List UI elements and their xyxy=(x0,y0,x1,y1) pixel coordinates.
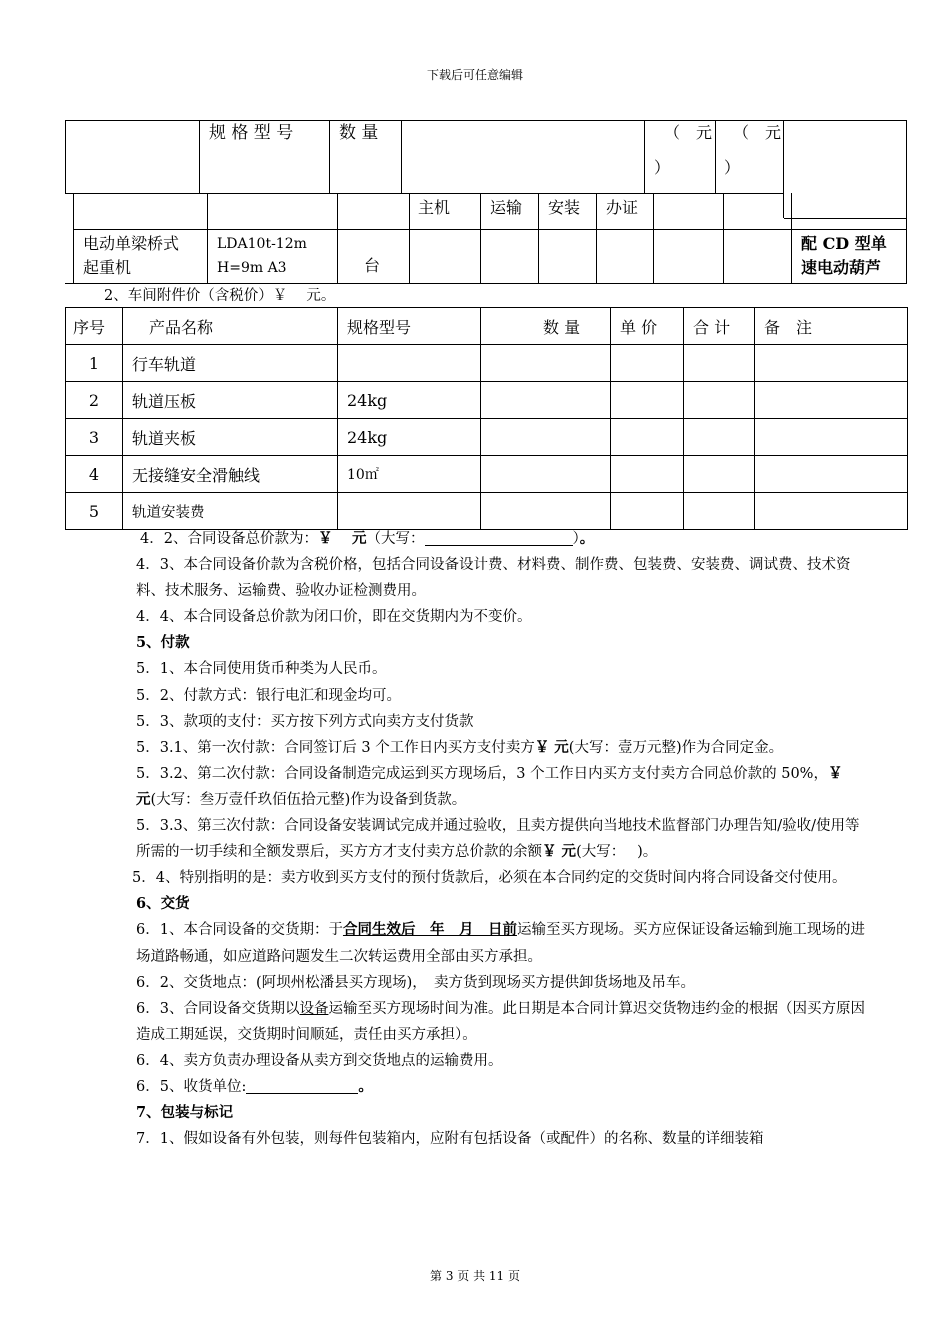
row-spec xyxy=(338,345,481,382)
col-qty-header: 数 量 xyxy=(339,123,379,143)
row-no: 2 xyxy=(66,382,123,419)
row-no: 4 xyxy=(66,456,123,493)
col-yuan-2-top: （ 元 xyxy=(733,123,782,142)
table-row xyxy=(66,345,908,382)
clause-5-2: 5．2、付款方式：银行电汇和现金均可。 xyxy=(136,687,401,704)
header-total: 合 计 xyxy=(684,308,755,345)
row-name: 无接缝安全滑触线 xyxy=(123,456,338,493)
clause-4-2: 4．2、合同设备总价款为：￥ 元（大写： ）。 xyxy=(140,530,595,547)
section-2-title: 2、车间附件价（含税价）￥ 元。 xyxy=(104,288,336,304)
product-spec-line1: LDA10t-12m xyxy=(217,236,307,252)
col-spec-header: 规 格 型 号 xyxy=(209,123,294,143)
clause-5-3-2: 5．3.2、第二次付款：合同设备制造完成运到买方现场后，3 个工作日内买方支付卖方合同总价款的 50%，￥ 元(大写：叁万壹仟玖佰伍拾元整)作为设备到货款。 xyxy=(136,764,857,808)
sub-col-transport: 运输 xyxy=(490,198,523,217)
section-6-title: 6、交货 xyxy=(136,895,190,913)
clause-5-1: 5．1、本合同使用货币种类为人民币。 xyxy=(136,661,387,678)
consignee-blank xyxy=(246,1077,358,1094)
col-yuan-1-top: （ 元 xyxy=(664,123,713,142)
header-no: 序号 xyxy=(66,308,123,345)
product-note-line2: 速电动葫芦 xyxy=(801,258,882,277)
clause-4-4: 4．4、本合同设备总价款为闭口价，即在交货期内为不变价。 xyxy=(136,609,532,626)
section-5-title: 5、付款 xyxy=(136,634,190,652)
header-unit-price: 单 价 xyxy=(611,308,684,345)
sub-col-main-unit: 主机 xyxy=(418,198,451,217)
col-yuan-2-bottom: ） xyxy=(724,158,741,177)
row-name: 行车轨道 xyxy=(123,345,338,382)
clause-5-4: 5．4、特别指明的是：卖方收到买方支付的预付货款后，必须在本合同约定的交货时间内将合同设备交付使用。 xyxy=(132,870,847,887)
page-header-note: 下载后可任意编辑 xyxy=(426,68,523,82)
col-yuan-1-bottom: ） xyxy=(654,158,671,177)
sub-col-install: 安装 xyxy=(548,198,581,217)
clause-6-1: 6．1、本合同设备的交货期：于合同生效后 年 月 日前运输至买方现场。买方应保证设备运输到施工现场的进场道路畅通，如应道路问题发生二次转运费用全部由买方承担。 xyxy=(136,921,865,965)
table-row xyxy=(66,419,908,456)
product-name-line1: 电动单梁桥式 xyxy=(83,234,180,253)
row-no: 3 xyxy=(66,419,123,456)
clause-5-3-3: 5．3.3、第三次付款：合同设备安装调试完成并通过验收，且卖方提供向当地技术监督部门办理告知/验收/使用等所需的一切手续和全额发票后，买方方才支付卖方总价款的余额￥ 元(大写： )。 xyxy=(136,818,860,861)
row-no: 5 xyxy=(66,493,123,530)
header-qty: 数 量 xyxy=(481,308,611,345)
clause-6-3: 6．3、合同设备交货期以设备运输至买方现场时间为准。此日期是本合同计算迟交货物违约金的根据（因买方原因造成工期延误，交货期时间顺延，责任由买方承担）。 xyxy=(136,1000,865,1043)
clause-6-5: 6．5、收货单位: 。 xyxy=(136,1077,373,1095)
accessory-table xyxy=(65,307,908,530)
row-spec xyxy=(338,493,481,530)
sub-col-certificate: 办证 xyxy=(606,198,639,217)
row-name: 轨道安装费 xyxy=(123,493,338,530)
page-number: 第 3 页 共 11 页 xyxy=(430,1269,520,1283)
clause-5-3-1: 5．3.1、第一次付款：合同签订后 3 个工作日内买方支付卖方￥ 元(大写：壹万元整)作为合同定金。 xyxy=(136,738,784,756)
row-no: 1 xyxy=(66,345,123,382)
header-remark: 备 注 xyxy=(755,308,908,345)
row-name: 轨道夹板 xyxy=(123,419,338,456)
row-name: 轨道压板 xyxy=(123,382,338,419)
amount-words-blank xyxy=(425,529,573,546)
section-7-title: 7、包装与标记 xyxy=(136,1104,234,1122)
product-name-line2: 起重机 xyxy=(83,258,132,277)
clause-6-2: 6．2、交货地点：(阿坝州松潘县买方现场)， 卖方货到现场买方提供卸货场地及吊车。 xyxy=(136,974,696,991)
table-row xyxy=(66,382,908,419)
row-spec: 24kg xyxy=(338,419,481,456)
clause-6-4: 6．4、卖方负责办理设备从卖方到交货地点的运输费用。 xyxy=(136,1052,503,1069)
table-header-row xyxy=(66,308,908,345)
header-spec: 规格型号 xyxy=(338,308,481,345)
clause-4-3: 4．3、本合同设备价款为含税价格，包括合同设备设计费、材料费、制作费、包装费、安装费、调试费、技术资料、技术服务、运输费、验收办证检测费用。 xyxy=(136,557,851,600)
table-row xyxy=(66,493,908,530)
product-unit: 台 xyxy=(364,256,381,275)
clause-7-1: 7．1、假如设备有外包装，则每件包装箱内，应附有包括设备（或配件）的名称、数量的详细装箱 xyxy=(136,1131,764,1148)
clause-5-3: 5．3、款项的支付：买方按下列方式向卖方支付货款 xyxy=(136,713,474,730)
header-product-name: 产品名称 xyxy=(123,308,338,345)
table-row xyxy=(66,456,908,493)
row-spec: 10㎡ xyxy=(338,456,481,493)
row-spec: 24kg xyxy=(338,382,481,419)
product-note-line1: 配 CD 型单 xyxy=(801,234,887,253)
contract-body xyxy=(132,526,866,1152)
product-spec-line2: H=9m A3 xyxy=(217,260,287,276)
